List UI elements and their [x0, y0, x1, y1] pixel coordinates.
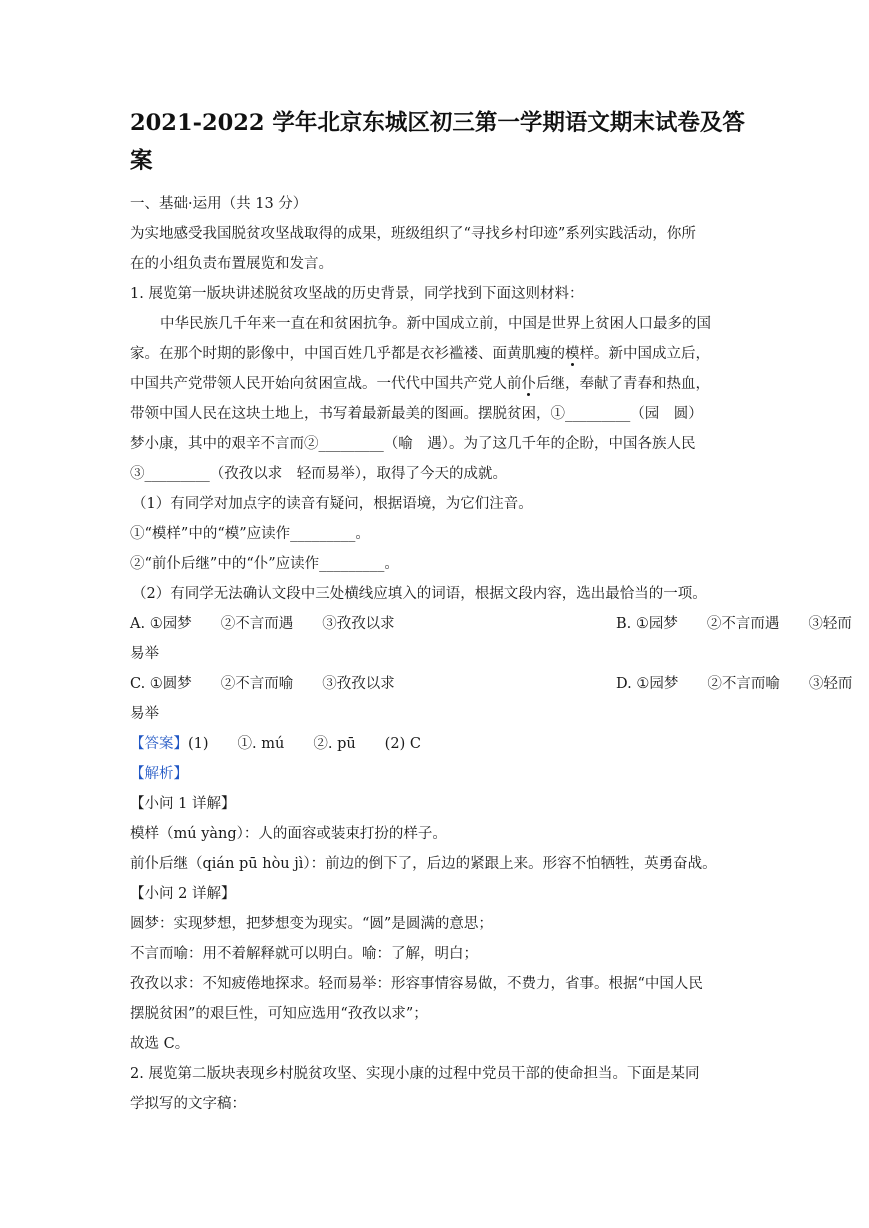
sub-question-1a: ①“模样”中的“模”应读作_________。 — [130, 526, 370, 542]
section-heading: 一、基础·运用（共 13 分） — [130, 196, 308, 212]
option-d-wrap: 易举 — [130, 706, 159, 722]
options-row-ab — [130, 612, 852, 636]
analysis-tag: 【解析】 — [130, 766, 188, 782]
option-b-wrap: 易举 — [130, 646, 159, 662]
sub-question-2-detail-heading: 【小问 2 详解】 — [130, 886, 236, 902]
answer-text: (1) ①. mú ②. pū (2) C — [188, 736, 421, 752]
question-2-line-2: 学拟写的文字稿： — [130, 1096, 246, 1112]
passage-line-1: 中华民族几千年来一直在和贫困抗争。新中国成立前，中国是世界上贫困人口最多的国 — [160, 316, 711, 332]
explanation-bu-yan: 不言而喻：用不着解释就可以明白。喻：了解，明白； — [130, 946, 478, 962]
answer-line — [130, 732, 421, 756]
question-1-stem: 1. 展览第一版块讲述脱贫攻坚战的历史背景，同学找到下面这则材料： — [130, 286, 584, 302]
explanation-zizi-line-1: 孜孜以求：不知疲倦地探求。轻而易举：形容事情容易做，不费力，省事。根据“中国人民 — [130, 976, 703, 992]
dotted-char-pu: 仆 — [522, 372, 537, 396]
title-line-1: 2021-2022 学年北京东城区初三第一学期语文期末试卷及答 — [130, 110, 745, 136]
intro-line-2: 在的小组负责布置展览和发言。 — [130, 256, 333, 272]
option-d: D. ①园梦 ②不言而喻 ③轻而 — [616, 676, 853, 692]
passage-line-2 — [130, 342, 710, 366]
sub-question-1: （1）有同学对加点字的读音有疑问，根据语境，为它们注音。 — [132, 496, 533, 512]
explanation-mo-yang: 模样（mú yàng）：人的面容或装束打扮的样子。 — [130, 826, 447, 842]
intro-line-1: 为实地感受我国脱贫攻坚战取得的成果，班级组织了“寻找乡村印迹”系列实践活动，你所 — [130, 226, 696, 242]
passage-text: 样。新中国成立后， — [579, 346, 710, 362]
passage-text: 中国共产党带领人民开始向贫困宣战。一代代中国共产党人前 — [130, 376, 522, 392]
passage-text: 家。在那个时期的影像中，中国百姓几乎都是衣衫褴褛、面黄肌瘦的 — [130, 346, 565, 362]
passage-text: 后继，奉献了青春和热血， — [536, 376, 710, 392]
question-2-line-1: 2. 展览第二版块表现乡村脱贫攻坚、实现小康的过程中党员干部的使命担当。下面是某同 — [130, 1066, 700, 1082]
passage-line-4: 带领中国人民在这块土地上，书写着最新最美的图画。摆脱贫困，①_________（园 圆） — [130, 406, 703, 422]
sub-question-1-detail-heading: 【小问 1 详解】 — [130, 796, 236, 812]
passage-line-6: ③_________（孜孜以求 轻而易举），取得了今天的成就。 — [130, 466, 507, 482]
option-a: A. ①园梦 ②不言而遇 ③孜孜以求 — [130, 616, 395, 632]
explanation-yuan-meng: 圆梦：实现梦想，把梦想变为现实。“圆”是圆满的意思； — [130, 916, 493, 932]
choose-c: 故选 C。 — [130, 1036, 190, 1052]
title-line-2: 案 — [130, 148, 153, 174]
page-title — [130, 104, 750, 180]
option-c: C. ①圆梦 ②不言而喻 ③孜孜以求 — [130, 676, 395, 692]
sub-question-1b: ②“前仆后继”中的“仆”应读作_________。 — [130, 556, 399, 572]
option-b: B. ①园梦 ②不言而遇 ③轻而 — [616, 616, 852, 632]
explanation-qian-pu: 前仆后继（qián pū hòu jì）：前边的倒下了，后边的紧跟上来。形容不怕牺牲，英勇奋战。 — [130, 856, 717, 872]
passage-line-3 — [130, 372, 710, 396]
explanation-zizi-line-2: 摆脱贫困”的艰巨性，可知应选用“孜孜以求”； — [130, 1006, 428, 1022]
options-row-cd — [130, 672, 853, 696]
dotted-char-mo: 模 — [565, 342, 580, 366]
passage-line-5: 梦小康，其中的艰辛不言而②_________（喻 遇）。为了这几千年的企盼，中国各族人民 — [130, 436, 696, 452]
sub-question-2: （2）有同学无法确认文段中三处横线应填入的词语，根据文段内容，选出最恰当的一项。 — [132, 586, 707, 602]
answer-tag: 【答案】 — [130, 736, 188, 752]
